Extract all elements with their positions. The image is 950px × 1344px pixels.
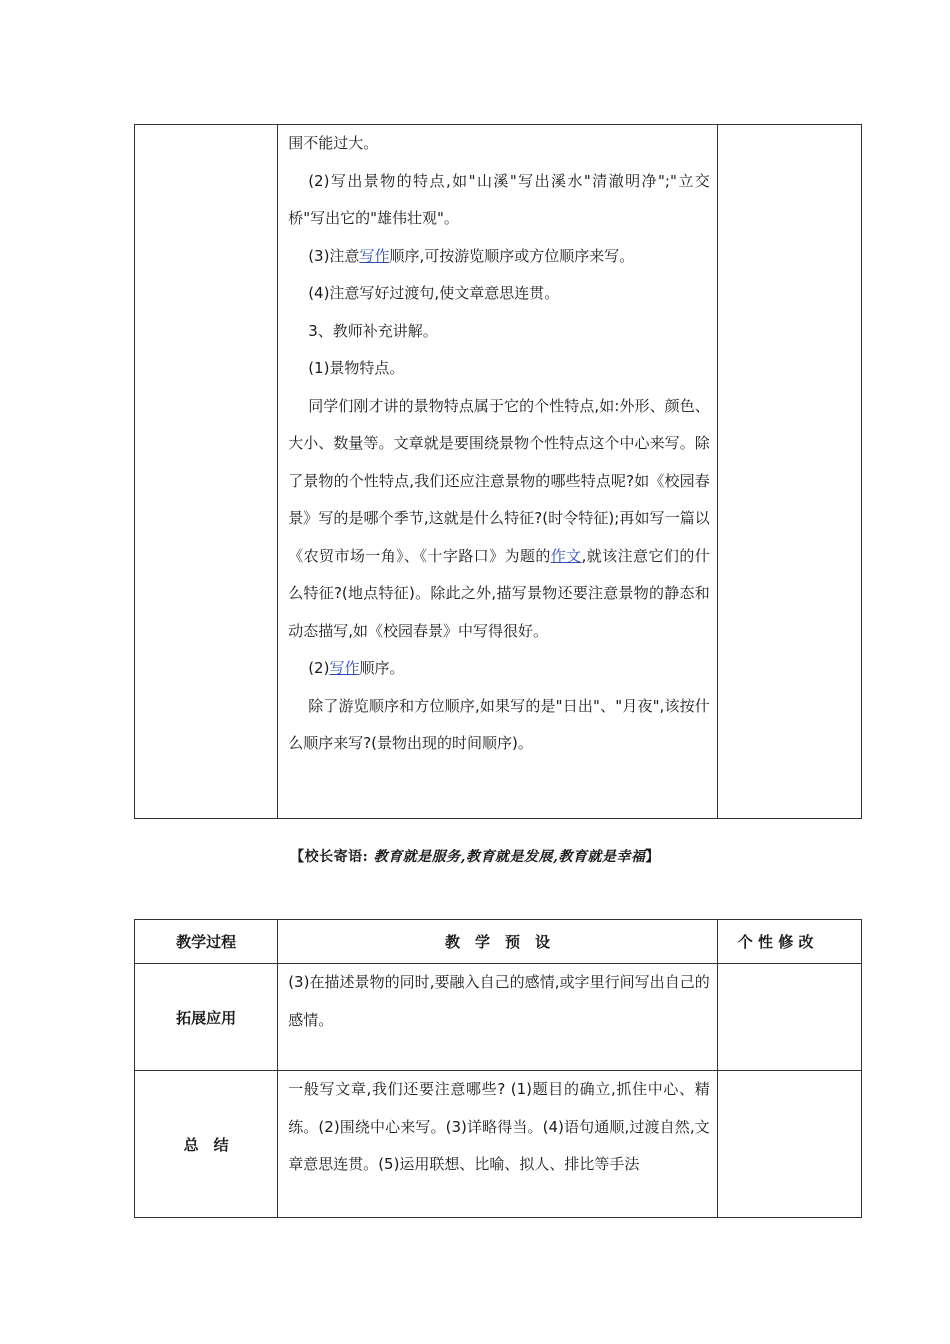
paragraph	[288, 650, 710, 688]
motto-colon: :	[362, 849, 369, 865]
paragraph-text: 3、教师补充讲解。	[308, 321, 438, 340]
paragraph	[288, 313, 710, 351]
motto-text: 教育就是服务,教育就是发展,教育就是幸福	[373, 849, 646, 865]
paragraph-text: 顺序。	[359, 659, 405, 677]
paragraph-text: 围不能过大。	[288, 134, 379, 152]
paragraph-text: ,就该注意它们的什么特征?(地点特征)。除此之外,描写景物还要注意景物的静态和动态描写,如《校园春景》中写得很好。	[288, 546, 710, 640]
writing-link[interactable]: 写作	[329, 659, 360, 677]
header-process: 教学过程	[135, 920, 278, 964]
writing-link[interactable]: 作文	[550, 546, 582, 565]
stage-expand-apply: 拓展应用	[135, 964, 278, 1071]
table-row	[135, 1071, 862, 1218]
modify-cell-empty	[717, 125, 861, 819]
motto-open: 【	[290, 849, 305, 865]
process-cell-empty	[135, 125, 278, 819]
paragraph-text: 顺序,可按游览顺序或方位顺序来写。	[389, 246, 635, 265]
motto-label: 校长寄语	[304, 849, 363, 865]
header-modify: 个 性 修 改	[717, 920, 861, 964]
paragraph	[288, 238, 710, 276]
writing-link[interactable]: 写作	[359, 246, 390, 265]
design-content: 一般写文章,我们还要注意哪些? (1)题目的确立,抓住中心、精练。(2)围绕中心来写。(3)详略得当。(4)语句通顺,过渡自然,文章意思连贯。(5)运用联想、比喻、拟人、排比等手法	[278, 1071, 718, 1218]
motto-close: 】	[645, 849, 660, 865]
paragraph	[288, 125, 710, 163]
paragraph-text: 除了游览顺序和方位顺序,如果写的是"日出"、"月夜",该按什么顺序来写?(景物出现的时间顺序)。	[288, 696, 710, 752]
modify-cell	[717, 1071, 861, 1218]
header-design: 教 学 预 设	[278, 920, 718, 964]
design-content: (3)在描述景物的同时,要融入自己的感情,或字里行间写出自己的感情。	[278, 964, 718, 1071]
stage-summary: 总 结	[135, 1071, 278, 1218]
lesson-paragraphs	[288, 125, 710, 763]
paragraph	[288, 163, 710, 238]
paragraph-text: (2)	[308, 659, 330, 677]
table-row	[135, 964, 862, 1071]
paragraph	[288, 688, 710, 763]
paragraph	[288, 388, 710, 651]
paragraph-text: (4)注意写好过渡句,使文章意思连贯。	[308, 284, 560, 302]
principal-motto	[0, 846, 950, 866]
paragraph-text: (2)写出景物的特点,如"山溪"写出溪水"清澈明净";"立交桥"写出它的"雄伟壮观"。	[288, 171, 710, 227]
lesson-table	[134, 919, 862, 1218]
paragraph-text: 同学们刚才讲的景物特点属于它的个性特点,如:外形、颜色、大小、数量等。文章就是要围绕景物个性特点这个中心来写。除了景物的个性特点,我们还应注意景物的哪些特点呢?如《校园春景》写的是哪个季节,这就是什么特征?(时令特征);再如写一篇以《农贸市场一角》、《十字路口》为题的	[288, 396, 710, 565]
lesson-design-cell	[278, 125, 718, 819]
paragraph	[288, 350, 710, 388]
lesson-table-continued	[134, 124, 862, 819]
paragraph-text: (1)景物特点。	[308, 359, 405, 377]
paragraph	[288, 275, 710, 313]
modify-cell	[717, 964, 861, 1071]
paragraph-text: (3)注意	[308, 246, 360, 265]
